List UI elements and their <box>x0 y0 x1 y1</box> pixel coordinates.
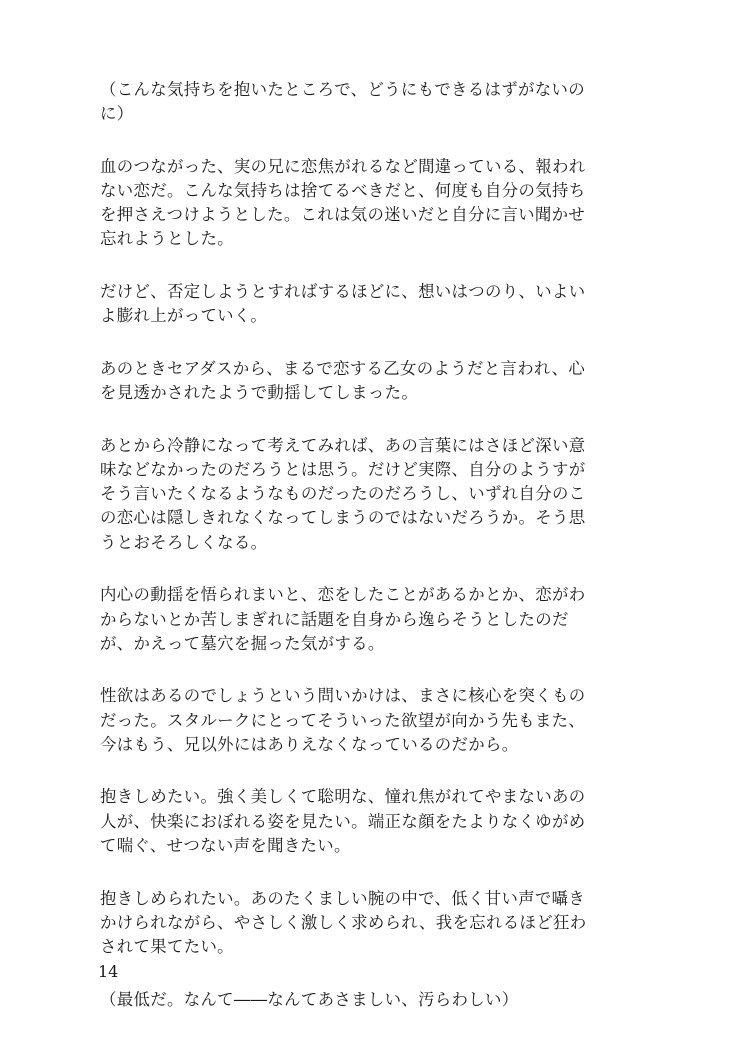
text-line: そう言いたくなるようなものだったのだろうし、いずれ自分のこ <box>100 484 586 504</box>
text-line: （最低だ。なんて――なんてあさましい、汚らわしい） <box>100 989 519 1009</box>
text-line: 血のつながった、実の兄に恋焦がれるなど間違っている、報われ <box>100 156 586 176</box>
text-line: 抱きしめられたい。あのたくましい腕の中で、低く甘い声で囁き <box>100 888 586 908</box>
text-line: て喘ぐ、せつない声を聞きたい。 <box>100 835 351 855</box>
text-line: 内心の動揺を悟られまいと、恋をしたことがあるかとか、恋がわ <box>100 585 586 605</box>
paragraph <box>100 434 620 555</box>
text-line: だけど、否定しようとすればするほどに、想いはつのり、いよい <box>100 282 586 302</box>
text-line: 忘れようとした。 <box>100 229 234 249</box>
text-line: 性欲はあるのでしょうという問いかけは、まさに核心を突くもの <box>100 686 586 706</box>
paragraph <box>100 684 620 757</box>
text-line: うとおそろしくなる。 <box>100 532 268 552</box>
text-line: だった。スタルークにとってそういった欲望が向かう先もまた、 <box>100 710 586 730</box>
text-line: あとから冷静になって考えてみれば、あの言葉にはさほど深い意 <box>100 435 586 455</box>
paragraph <box>100 988 620 1012</box>
paragraph <box>100 887 620 960</box>
text-line: の恋心は隠しきれなくなってしまうのではないだろうか。そう思 <box>100 508 586 528</box>
paragraph <box>100 785 620 858</box>
text-line: かけられながら、やさしく激しく求められ、我を忘れるほど狂わ <box>100 912 587 932</box>
paragraph <box>100 583 620 656</box>
paragraph <box>100 155 620 252</box>
text-line: あのときセアダスから、まるで恋する乙女のようだと言われ、心 <box>100 359 586 378</box>
text-line: 人が、快楽におぼれる姿を見たい。端正な顔をたよりなくゆがめ <box>100 811 586 831</box>
text-line: 今はもう、兄以外にはありえなくなっているのだから。 <box>100 734 519 754</box>
text-line: （こんな気持ちを抱いたところで、どうにもできるはずがないの <box>100 80 585 99</box>
text-line: が、かえって墓穴を掘った気がする。 <box>100 633 385 653</box>
text-line: を見透かされたようで動揺してしまった。 <box>100 383 419 403</box>
text-line: 味などなかったのだろうとは思う。だけど実際、自分のようすが <box>100 460 586 480</box>
text-line: に） <box>100 104 134 124</box>
text-line: 抱きしめたい。強く美しくて聡明な、憧れ焦がれてやまないあの <box>100 787 586 807</box>
paragraph <box>100 280 620 328</box>
page-body <box>100 78 620 1040</box>
page-number: 14 <box>98 962 119 981</box>
text-line: ない恋だ。こんな気持ちは捨てるべきだと、何度も自分の気持ち <box>100 181 586 201</box>
paragraph <box>100 357 620 405</box>
paragraph <box>100 78 620 126</box>
text-line: からないとか苦しまぎれに話題を自身から逸らそうとしたのだ <box>100 609 569 629</box>
text-line: を押さえつけようとした。これは気の迷いだと自分に言い聞かせ <box>100 205 586 225</box>
text-line: されて果てたい。 <box>100 936 234 956</box>
text-line: よ膨れ上がっていく。 <box>100 306 268 326</box>
